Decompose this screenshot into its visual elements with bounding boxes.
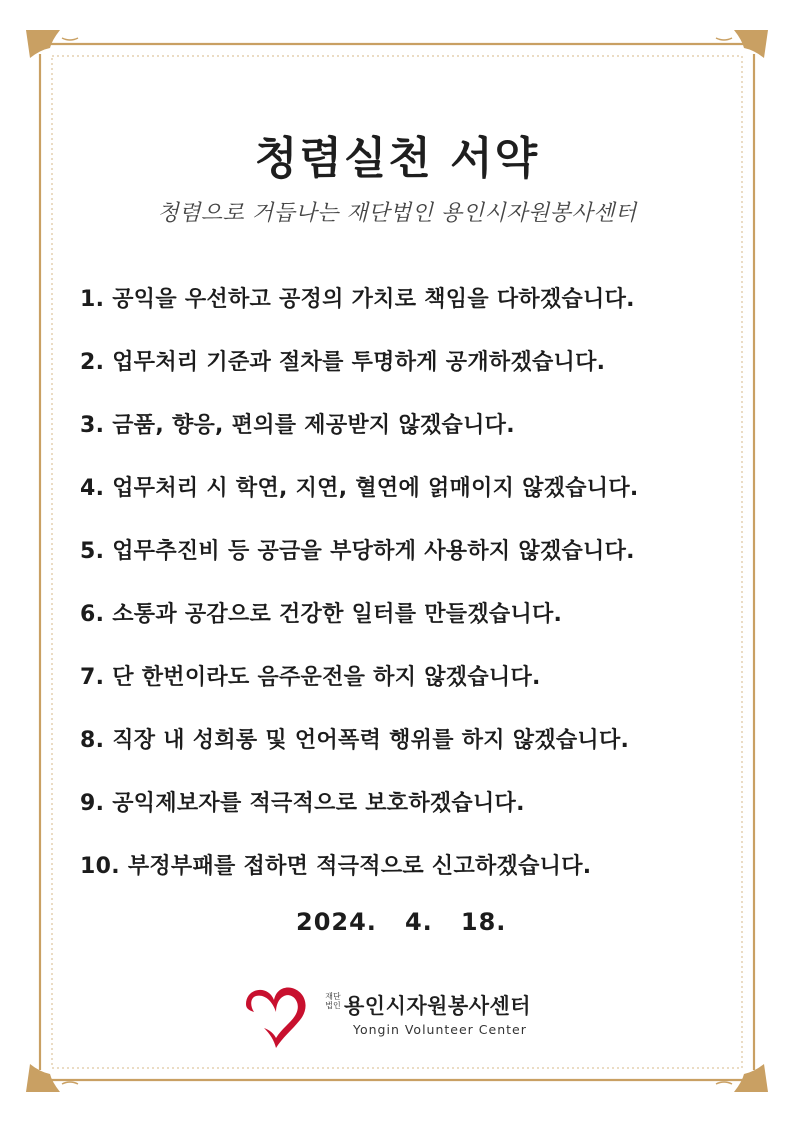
logo-prefix: 재단 법인 — [325, 992, 341, 1010]
organization-logo — [240, 980, 560, 1050]
pledge-item: 4. 업무처리 시 학연, 지연, 혈연에 얽매이지 않겠습니다. — [80, 476, 639, 501]
pledge-item: 6. 소통과 공감으로 건강한 일터를 만들겠습니다. — [80, 602, 563, 627]
logo-english-name: Yongin Volunteer Center — [353, 1022, 527, 1037]
pledge-item: 3. 금품, 향응, 편의를 제공받지 않겠습니다. — [80, 413, 515, 438]
pledge-item: 5. 업무추진비 등 공금을 부당하게 사용하지 않겠습니다. — [80, 539, 635, 564]
heart-logo-icon — [240, 982, 316, 1050]
pledge-item: 2. 업무처리 기준과 절차를 투명하게 공개하겠습니다. — [80, 350, 606, 375]
pledge-date: 2024. 4. 18. — [296, 908, 507, 936]
pledge-item: 8. 직장 내 성희롱 및 언어폭력 행위를 하지 않겠습니다. — [80, 728, 630, 753]
document-title: 청렴실천 서약 — [254, 133, 540, 184]
pledge-item: 10. 부정부패를 접하면 적극적으로 신고하겠습니다. — [80, 854, 592, 879]
logo-name: 용인시자원봉사센터 — [344, 994, 532, 1018]
pledge-item: 1. 공익을 우선하고 공정의 가치로 책임을 다하겠습니다. — [80, 287, 635, 312]
pledge-list — [80, 282, 740, 912]
document-subtitle: 청렴으로 거듭나는 재단법인 용인시자원봉사센터 — [157, 201, 637, 226]
pledge-item: 7. 단 한번이라도 음주운전을 하지 않겠습니다. — [80, 665, 541, 690]
pledge-item: 9. 공익제보자를 적극적으로 보호하겠습니다. — [80, 791, 525, 816]
